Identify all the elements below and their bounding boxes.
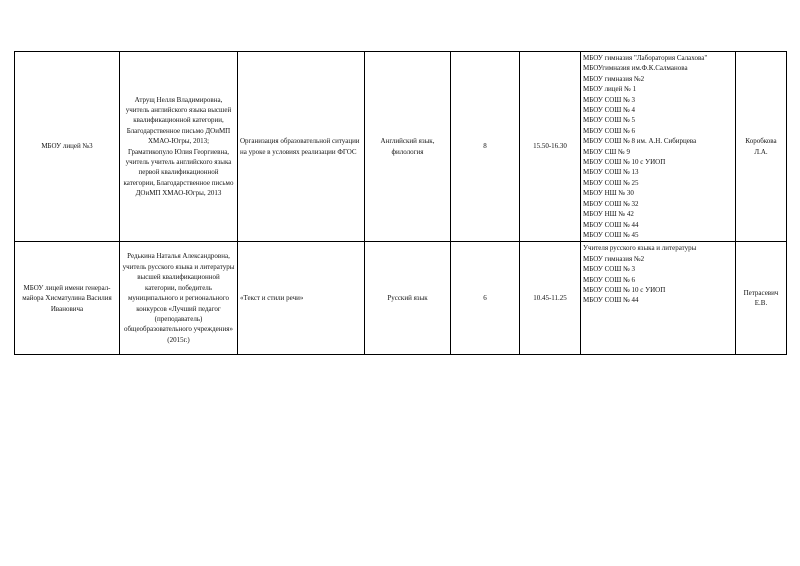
school-entry: МБОУ СОШ № 13	[583, 168, 639, 177]
time-cell: 15.50-16.30	[520, 52, 581, 242]
school-entry: МБОУ гимназия №2	[583, 74, 645, 83]
table-row	[15, 242, 787, 355]
school-entry: МБОУ СОШ № 6	[583, 126, 636, 135]
schools-cell	[581, 52, 736, 242]
school-entry: МБОУ НШ № 30	[583, 189, 634, 198]
school-entry: Учителя русского языка и литературы	[583, 244, 697, 253]
presenters-cell	[120, 52, 238, 242]
school-entry: МБОУ лицей № 1	[583, 85, 637, 94]
responsible-cell: Коробкова Л.А.	[736, 52, 787, 242]
subject-cell: Английский язык, филология	[365, 52, 451, 242]
school-entry: МБОУ СОШ № 6	[583, 275, 636, 284]
school-entry: МБОУ СОШ № 10 с УИОП	[583, 285, 666, 294]
school-entry: МБОУ СОШ № 8 им. А.Н. Сибирцева	[583, 137, 697, 146]
count-cell: 6	[451, 242, 520, 355]
count-cell: 8	[451, 52, 520, 242]
school-entry: МБОУ гимназия "Лаборатория Салахова"	[583, 54, 708, 62]
topic-cell: «Текст и стили речи»	[238, 242, 365, 355]
school-entry: МБОУ СОШ № 4	[583, 106, 636, 115]
subject-cell: Русский язык	[365, 242, 451, 355]
presenter: Атрущ Нелля Владимировна, учитель английского языка высшей квалификационной категории, Благодарственное письмо ДОиМП ХМАО-Югры, 2013;	[125, 95, 232, 146]
schools-cell	[581, 242, 736, 355]
topic-cell: Организация образовательной ситуации на уроке в условиях реализации ФГОС	[238, 52, 365, 242]
schedule-table-body	[15, 52, 787, 355]
presenters-cell	[120, 242, 238, 355]
time-cell: 10.45-11.25	[520, 242, 581, 355]
school-entry: МБОУ НШ № 42	[583, 210, 634, 219]
institution-cell: МБОУ лицей №3	[15, 52, 120, 242]
school-entry: МБОУ СОШ № 32	[583, 199, 639, 208]
table-row	[15, 52, 787, 242]
schedule-table	[14, 51, 787, 355]
school-entry: МБОУ СОШ № 45	[583, 230, 639, 239]
school-entry: МБОУ СОШ № 25	[583, 178, 639, 187]
school-entry: МБОУ гимназия №2	[583, 254, 645, 263]
school-entry: МБОУ СОШ № 3	[583, 265, 636, 274]
school-entry: МБОУ СОШ № 44	[583, 296, 639, 305]
presenter: Редькина Наталья Александровна, учитель русского языка и литературы высшей квалификационной категории, победитель муниципального и регионального конкурсов «Лучший педагог (преподаватель) общеобразовательного учреждения» (2015г.)	[122, 252, 235, 344]
presenter: Граматикопуло Юлия Георгиевна, учитель учитель английского языка первой квалификационной категории, Благодарственное письмо ДОиМП ХМАО-Югры, 2013	[123, 147, 234, 198]
school-entry: МБОУ СОШ № 44	[583, 220, 639, 229]
responsible-cell: Петрасевич Е.В.	[736, 242, 787, 355]
school-entry: МБОУ СОШ № 5	[583, 116, 636, 125]
school-entry: МБОУ СШ № 9	[583, 147, 630, 156]
school-entry: МБОУ СОШ № 3	[583, 95, 636, 104]
school-entry: МБОУ СОШ № 10 с УИОП	[583, 158, 666, 167]
school-entry: МБОУгимназия им.Ф.К.Салманова	[583, 64, 688, 73]
institution-cell: МБОУ лицей имени генерал-майора Хисматулина Василия Ивановича	[15, 242, 120, 355]
